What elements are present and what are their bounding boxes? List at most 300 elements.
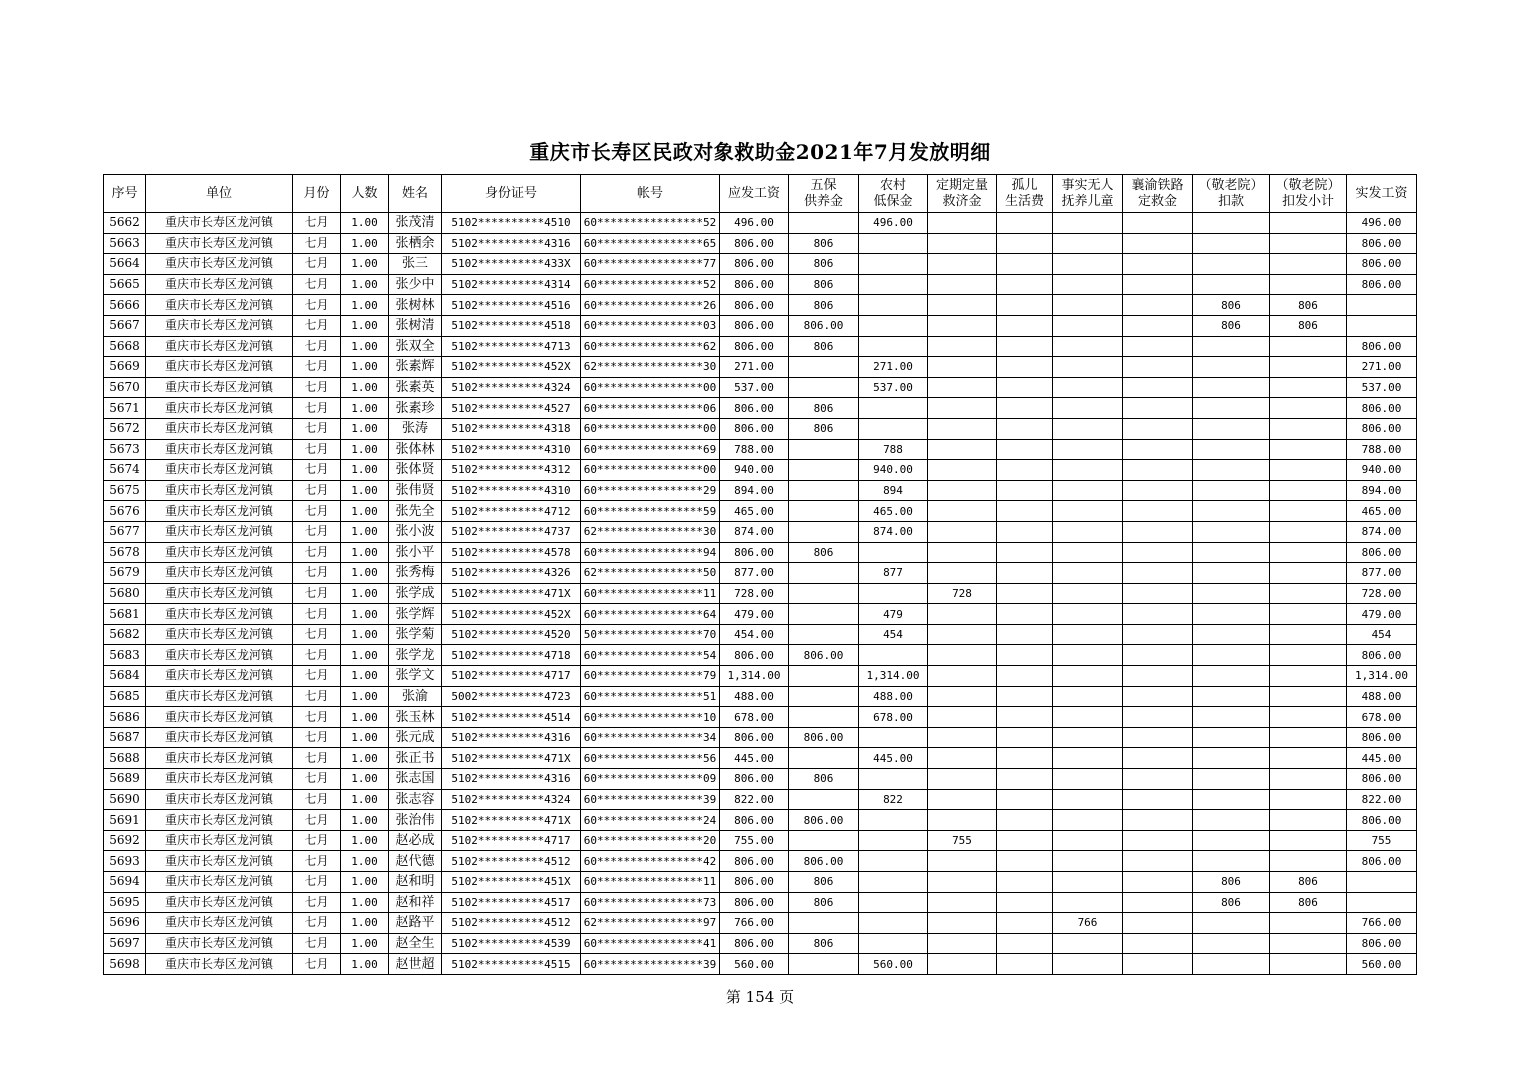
table-cell <box>859 295 928 316</box>
table-cell: 1.00 <box>341 480 389 501</box>
table-cell: 1.00 <box>341 810 389 831</box>
table-cell: 806.00 <box>789 315 859 336</box>
table-cell: 560.00 <box>720 954 789 975</box>
table-cell <box>1193 645 1270 666</box>
table-cell <box>1053 439 1123 460</box>
table-cell: 806 <box>1193 295 1270 316</box>
table-cell: 七月 <box>293 872 341 893</box>
table-cell: 806 <box>1270 872 1347 893</box>
table-cell: 60****************51 <box>581 686 720 707</box>
table-cell: 806.00 <box>720 274 789 295</box>
table-cell <box>1123 830 1193 851</box>
table-row <box>104 357 1417 378</box>
table-row <box>104 377 1417 398</box>
table-cell: 七月 <box>293 295 341 316</box>
table-cell: 1.00 <box>341 645 389 666</box>
table-cell <box>1193 418 1270 439</box>
table-cell: 5102**********4314 <box>442 274 581 295</box>
table-cell: 七月 <box>293 769 341 790</box>
table-cell: 806.00 <box>1347 418 1417 439</box>
table-cell <box>789 377 859 398</box>
table-cell: 5002**********4723 <box>442 686 581 707</box>
table-cell: 5102**********452X <box>442 357 581 378</box>
table-cell <box>789 954 859 975</box>
table-cell: 874.00 <box>720 521 789 542</box>
table-cell: 重庆市长寿区龙河镇 <box>146 398 293 419</box>
table-cell <box>1053 872 1123 893</box>
table-cell: 5102**********4316 <box>442 769 581 790</box>
table-cell: 60****************00 <box>581 460 720 481</box>
table-cell: 重庆市长寿区龙河镇 <box>146 830 293 851</box>
table-row <box>104 418 1417 439</box>
table-cell: 5102**********4539 <box>442 933 581 954</box>
table-cell <box>1347 295 1417 316</box>
table-cell: 七月 <box>293 357 341 378</box>
table-cell: 806.00 <box>720 933 789 954</box>
table-cell <box>1053 851 1123 872</box>
table-cell <box>928 933 997 954</box>
table-cell: 七月 <box>293 624 341 645</box>
table-cell: 940.00 <box>1347 460 1417 481</box>
table-cell: 5697 <box>104 933 146 954</box>
table-cell <box>1270 521 1347 542</box>
table-cell: 822.00 <box>720 789 789 810</box>
table-cell: 806.00 <box>1347 336 1417 357</box>
table-cell: 806.00 <box>720 315 789 336</box>
table-cell: 5102**********4517 <box>442 892 581 913</box>
table-cell: 1.00 <box>341 563 389 584</box>
table-cell <box>1270 851 1347 872</box>
table-row <box>104 727 1417 748</box>
table-cell <box>1053 563 1123 584</box>
table-cell: 张学文 <box>389 666 442 687</box>
table-cell <box>997 377 1053 398</box>
table-cell: 5102**********4737 <box>442 521 581 542</box>
table-cell <box>997 295 1053 316</box>
table-cell: 445.00 <box>859 748 928 769</box>
table-cell <box>859 830 928 851</box>
table-cell: 张学菊 <box>389 624 442 645</box>
table-row <box>104 439 1417 460</box>
table-cell: 七月 <box>293 274 341 295</box>
table-cell <box>789 624 859 645</box>
table-cell: 60****************29 <box>581 480 720 501</box>
table-cell <box>997 563 1053 584</box>
table-cell <box>997 460 1053 481</box>
table-cell <box>1053 542 1123 563</box>
table-cell: 728 <box>928 583 997 604</box>
table-cell: 5102**********4310 <box>442 480 581 501</box>
table-cell: 重庆市长寿区龙河镇 <box>146 851 293 872</box>
table-cell: 张小平 <box>389 542 442 563</box>
table-cell <box>1053 933 1123 954</box>
table-cell <box>997 727 1053 748</box>
table-cell <box>1123 810 1193 831</box>
table-cell: 877 <box>859 563 928 584</box>
table-cell: 60****************00 <box>581 418 720 439</box>
table-row <box>104 624 1417 645</box>
table-row <box>104 810 1417 831</box>
table-cell: 重庆市长寿区龙河镇 <box>146 913 293 934</box>
table-cell: 5102**********471X <box>442 583 581 604</box>
table-row <box>104 748 1417 769</box>
table-cell: 1.00 <box>341 769 389 790</box>
table-cell <box>789 604 859 625</box>
table-cell <box>1123 645 1193 666</box>
table-cell: 重庆市长寿区龙河镇 <box>146 748 293 769</box>
table-cell: 806.00 <box>789 810 859 831</box>
table-cell: 60****************56 <box>581 748 720 769</box>
table-cell: 张元成 <box>389 727 442 748</box>
table-row <box>104 851 1417 872</box>
table-cell <box>997 418 1053 439</box>
table-cell: 重庆市长寿区龙河镇 <box>146 645 293 666</box>
table-cell: 七月 <box>293 645 341 666</box>
table-cell: 479.00 <box>720 604 789 625</box>
table-cell: 806.00 <box>720 336 789 357</box>
table-cell <box>997 542 1053 563</box>
table-cell <box>789 480 859 501</box>
table-cell <box>928 542 997 563</box>
table-cell <box>1270 604 1347 625</box>
table-cell: 5102**********4712 <box>442 501 581 522</box>
table-cell <box>997 254 1053 275</box>
table-cell <box>1270 377 1347 398</box>
table-cell: 5687 <box>104 727 146 748</box>
table-cell: 806.00 <box>720 892 789 913</box>
table-cell <box>1123 563 1193 584</box>
table-cell: 806.00 <box>1347 769 1417 790</box>
table-cell <box>1270 830 1347 851</box>
column-header: 孤儿 生活费 <box>997 175 1053 213</box>
table-cell <box>928 377 997 398</box>
table-cell: 5662 <box>104 213 146 234</box>
table-cell <box>1053 645 1123 666</box>
table-cell: 重庆市长寿区龙河镇 <box>146 233 293 254</box>
table-cell <box>1193 542 1270 563</box>
table-cell: 806.00 <box>1347 398 1417 419</box>
table-cell <box>859 913 928 934</box>
column-header: 五保 供养金 <box>789 175 859 213</box>
table-cell <box>997 604 1053 625</box>
table-cell <box>1053 604 1123 625</box>
table-cell: 赵世超 <box>389 954 442 975</box>
table-row <box>104 583 1417 604</box>
table-cell: 重庆市长寿区龙河镇 <box>146 418 293 439</box>
table-cell: 重庆市长寿区龙河镇 <box>146 707 293 728</box>
table-cell <box>1270 645 1347 666</box>
table-cell: 张体贤 <box>389 460 442 481</box>
table-cell: 1.00 <box>341 501 389 522</box>
table-cell: 重庆市长寿区龙河镇 <box>146 789 293 810</box>
table-cell: 60****************03 <box>581 315 720 336</box>
table-cell: 728.00 <box>1347 583 1417 604</box>
table-row <box>104 954 1417 975</box>
table-cell <box>1123 583 1193 604</box>
table-cell <box>1193 707 1270 728</box>
table-cell: 60****************20 <box>581 830 720 851</box>
table-cell <box>997 315 1053 336</box>
table-cell <box>928 501 997 522</box>
table-cell: 940.00 <box>859 460 928 481</box>
table-cell: 1.00 <box>341 357 389 378</box>
table-cell <box>1270 933 1347 954</box>
table-cell: 5698 <box>104 954 146 975</box>
table-cell: 5102**********4510 <box>442 213 581 234</box>
table-cell: 822.00 <box>1347 789 1417 810</box>
table-cell <box>1123 748 1193 769</box>
table-cell <box>997 480 1053 501</box>
table-cell: 755 <box>928 830 997 851</box>
table-cell: 62****************30 <box>581 357 720 378</box>
table-cell: 5102**********4512 <box>442 851 581 872</box>
table-cell: 张素珍 <box>389 398 442 419</box>
table-cell <box>1193 357 1270 378</box>
table-cell <box>1123 727 1193 748</box>
table-cell <box>1123 274 1193 295</box>
table-cell: 806.00 <box>720 233 789 254</box>
table-cell: 560.00 <box>1347 954 1417 975</box>
table-cell <box>997 645 1053 666</box>
table-cell <box>1270 480 1347 501</box>
table-cell <box>928 254 997 275</box>
table-cell <box>1193 274 1270 295</box>
table-cell: 60****************09 <box>581 769 720 790</box>
table-cell: 赵路平 <box>389 913 442 934</box>
table-cell <box>1123 336 1193 357</box>
table-cell <box>928 645 997 666</box>
table-cell <box>1123 233 1193 254</box>
table-cell <box>928 913 997 934</box>
table-row <box>104 872 1417 893</box>
table-cell: 重庆市长寿区龙河镇 <box>146 254 293 275</box>
table-cell: 60****************73 <box>581 892 720 913</box>
table-cell: 张正书 <box>389 748 442 769</box>
table-cell <box>928 604 997 625</box>
table-body <box>104 213 1417 975</box>
table-cell <box>997 707 1053 728</box>
table-cell: 1.00 <box>341 295 389 316</box>
table-cell <box>1123 913 1193 934</box>
table-cell: 5673 <box>104 439 146 460</box>
table-cell: 5102**********4713 <box>442 336 581 357</box>
table-cell: 5102**********4324 <box>442 377 581 398</box>
table-cell <box>928 748 997 769</box>
table-row <box>104 707 1417 728</box>
table-cell <box>1270 727 1347 748</box>
table-cell <box>1123 892 1193 913</box>
table-cell: 1.00 <box>341 213 389 234</box>
table-cell <box>1193 748 1270 769</box>
table-cell <box>928 954 997 975</box>
table-cell: 496.00 <box>1347 213 1417 234</box>
table-cell: 重庆市长寿区龙河镇 <box>146 357 293 378</box>
table-cell: 755 <box>1347 830 1417 851</box>
table-cell: 重庆市长寿区龙河镇 <box>146 213 293 234</box>
table-cell: 5670 <box>104 377 146 398</box>
table-cell: 806.00 <box>789 851 859 872</box>
table-cell: 806.00 <box>789 727 859 748</box>
table-cell <box>1053 707 1123 728</box>
table-cell: 5676 <box>104 501 146 522</box>
table-row <box>104 789 1417 810</box>
table-cell <box>928 521 997 542</box>
table-cell <box>859 274 928 295</box>
table-cell: 496.00 <box>720 213 789 234</box>
table-cell: 七月 <box>293 604 341 625</box>
table-cell <box>997 769 1053 790</box>
table-cell: 张三 <box>389 254 442 275</box>
table-cell: 488.00 <box>720 686 789 707</box>
table-cell <box>1270 336 1347 357</box>
table-cell: 445.00 <box>720 748 789 769</box>
table-cell: 5102**********4316 <box>442 233 581 254</box>
table-cell <box>1193 254 1270 275</box>
table-cell <box>1053 377 1123 398</box>
table-cell: 488.00 <box>1347 686 1417 707</box>
table-cell: 1.00 <box>341 398 389 419</box>
column-header: （敬老院） 扣款 <box>1193 175 1270 213</box>
column-header: 应发工资 <box>720 175 789 213</box>
table-cell: 5692 <box>104 830 146 851</box>
table-row <box>104 769 1417 790</box>
table-cell <box>1123 357 1193 378</box>
table-cell <box>997 810 1053 831</box>
table-cell: 1.00 <box>341 583 389 604</box>
table-cell <box>1270 213 1347 234</box>
table-cell: 张小波 <box>389 521 442 542</box>
table-cell <box>1123 666 1193 687</box>
table-cell <box>859 769 928 790</box>
table-cell: 张素英 <box>389 377 442 398</box>
table-cell <box>1347 315 1417 336</box>
table-cell: 678.00 <box>1347 707 1417 728</box>
table-cell <box>997 789 1053 810</box>
table-cell <box>859 933 928 954</box>
table-cell <box>789 707 859 728</box>
table-cell: 60****************41 <box>581 933 720 954</box>
column-header: （敬老院） 扣发小计 <box>1270 175 1347 213</box>
table-cell: 50****************70 <box>581 624 720 645</box>
table-cell <box>997 851 1053 872</box>
table-cell: 465.00 <box>1347 501 1417 522</box>
table-cell: 重庆市长寿区龙河镇 <box>146 666 293 687</box>
table-cell: 1.00 <box>341 789 389 810</box>
table-cell <box>789 583 859 604</box>
column-header: 姓名 <box>389 175 442 213</box>
table-cell <box>789 830 859 851</box>
table-cell <box>1053 748 1123 769</box>
table-row <box>104 336 1417 357</box>
table-cell: 张树清 <box>389 315 442 336</box>
table-cell: 七月 <box>293 398 341 419</box>
table-cell <box>1270 583 1347 604</box>
table-cell: 1.00 <box>341 460 389 481</box>
table-cell: 806.00 <box>1347 727 1417 748</box>
table-cell: 重庆市长寿区龙河镇 <box>146 563 293 584</box>
table-cell <box>1053 295 1123 316</box>
table-cell: 5102**********4527 <box>442 398 581 419</box>
table-cell <box>1123 418 1193 439</box>
table-cell: 张学龙 <box>389 645 442 666</box>
table-cell <box>1123 213 1193 234</box>
table-row <box>104 913 1417 934</box>
table-cell: 5102**********4310 <box>442 439 581 460</box>
table-cell: 七月 <box>293 789 341 810</box>
table-cell: 806 <box>789 892 859 913</box>
table-cell: 5675 <box>104 480 146 501</box>
table-cell <box>789 460 859 481</box>
table-cell: 5102**********4324 <box>442 789 581 810</box>
table-cell <box>997 624 1053 645</box>
table-cell: 537.00 <box>720 377 789 398</box>
table-cell: 1.00 <box>341 418 389 439</box>
table-cell: 5102**********4518 <box>442 315 581 336</box>
table-cell: 806.00 <box>1347 233 1417 254</box>
table-cell <box>789 501 859 522</box>
table-row <box>104 274 1417 295</box>
table-row <box>104 604 1417 625</box>
table-cell <box>997 274 1053 295</box>
table-cell <box>859 315 928 336</box>
table-cell: 七月 <box>293 913 341 934</box>
table-cell <box>1270 810 1347 831</box>
table-cell: 60****************62 <box>581 336 720 357</box>
table-cell <box>789 563 859 584</box>
table-cell <box>1193 789 1270 810</box>
table-cell <box>789 357 859 378</box>
table-cell <box>1053 954 1123 975</box>
table-cell <box>859 892 928 913</box>
table-cell <box>997 336 1053 357</box>
table-cell: 806 <box>789 872 859 893</box>
table-cell: 5693 <box>104 851 146 872</box>
table-cell <box>997 892 1053 913</box>
table-cell <box>1193 830 1270 851</box>
table-cell <box>1193 398 1270 419</box>
table-cell: 806.00 <box>720 542 789 563</box>
table-cell <box>1053 686 1123 707</box>
table-cell: 806 <box>1193 872 1270 893</box>
table-cell: 5679 <box>104 563 146 584</box>
table-cell: 5695 <box>104 892 146 913</box>
column-header: 定期定量 救济金 <box>928 175 997 213</box>
table-cell <box>928 624 997 645</box>
table-cell: 874.00 <box>1347 521 1417 542</box>
table-cell <box>1193 480 1270 501</box>
table-row <box>104 233 1417 254</box>
table-cell <box>1053 274 1123 295</box>
table-cell: 806.00 <box>1347 851 1417 872</box>
table-cell: 1,314.00 <box>859 666 928 687</box>
table-cell: 5102**********4312 <box>442 460 581 481</box>
table-cell: 5690 <box>104 789 146 810</box>
table-cell <box>1193 954 1270 975</box>
table-cell: 1.00 <box>341 727 389 748</box>
table-cell: 5102**********4514 <box>442 707 581 728</box>
table-cell: 1.00 <box>341 666 389 687</box>
table-cell: 七月 <box>293 233 341 254</box>
column-header: 实发工资 <box>1347 175 1417 213</box>
table-cell: 5102**********4326 <box>442 563 581 584</box>
table-cell <box>1123 707 1193 728</box>
table-cell <box>859 398 928 419</box>
table-cell: 806.00 <box>720 851 789 872</box>
table-cell: 60****************64 <box>581 604 720 625</box>
table-cell <box>928 336 997 357</box>
table-cell <box>789 913 859 934</box>
table-cell: 5102**********4520 <box>442 624 581 645</box>
